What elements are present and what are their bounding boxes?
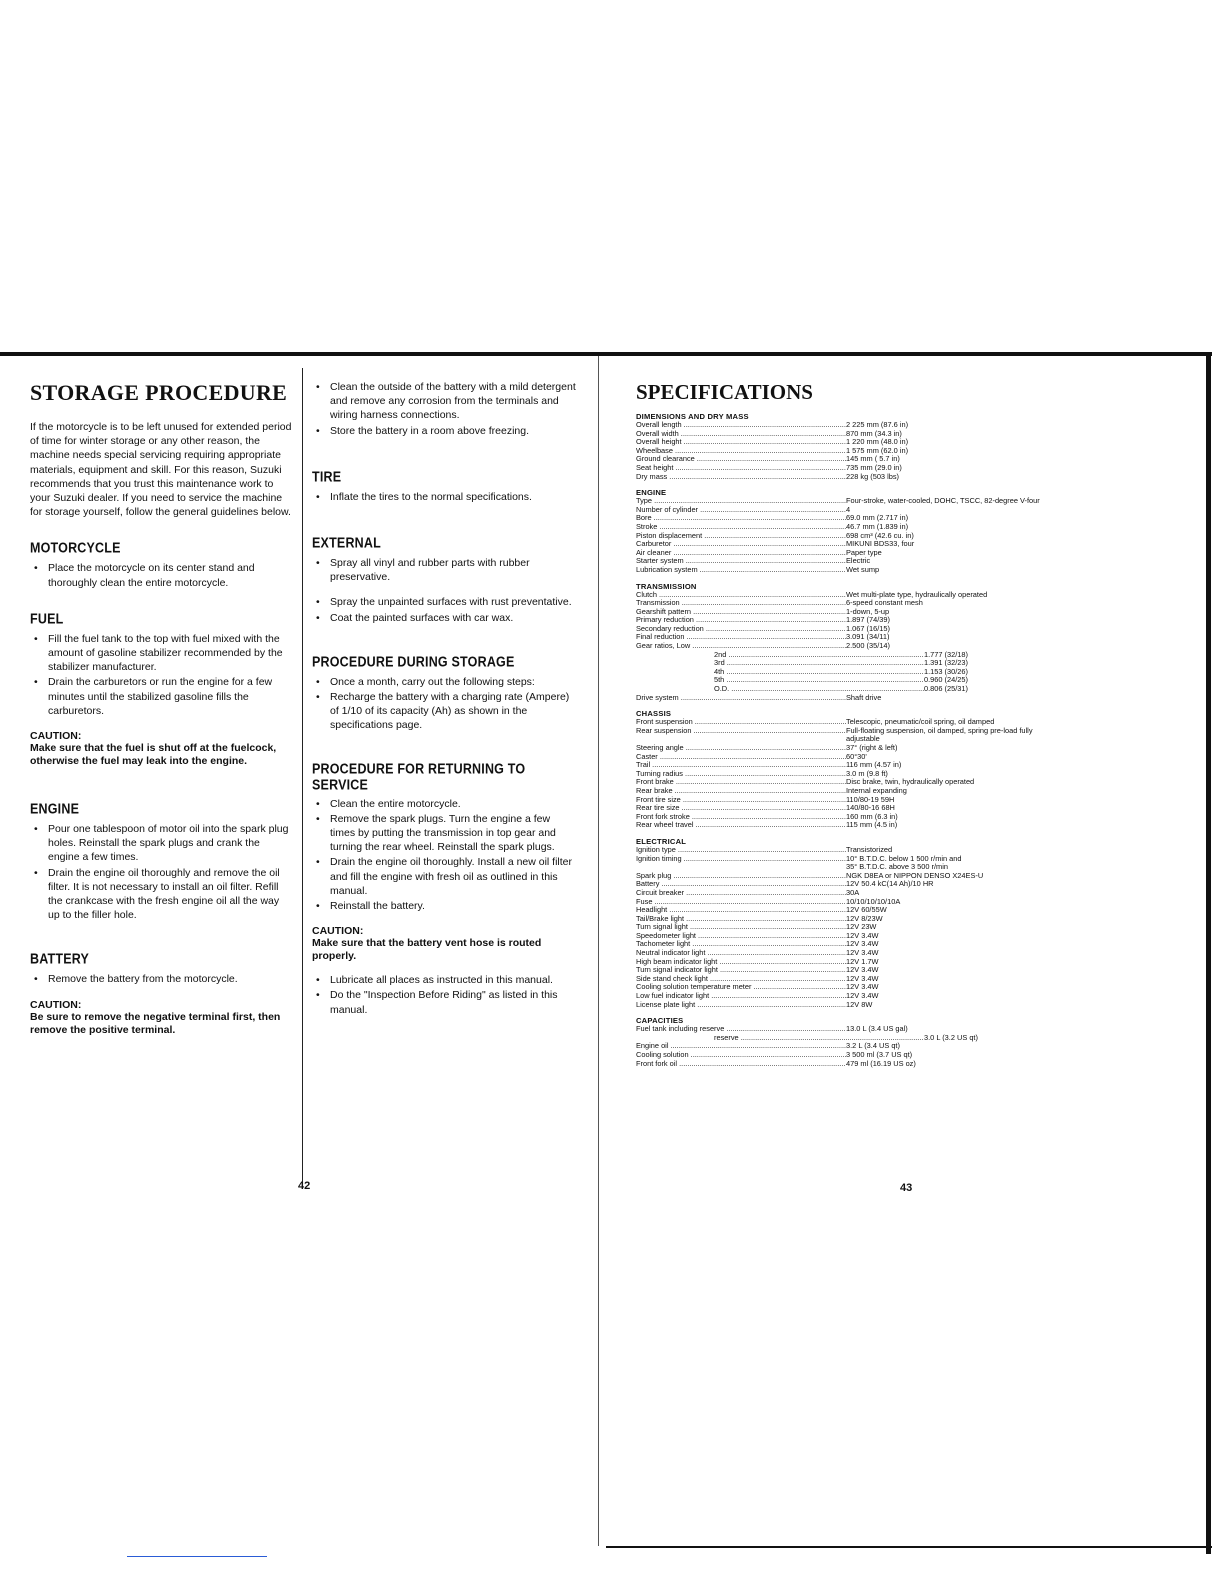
spec-row (636, 625, 1192, 634)
spec-label: Transmission ..... (636, 599, 846, 608)
spec-label: Drive system ..... (636, 694, 846, 703)
heading-during-storage: PROCEDURE DURING STORAGE (312, 653, 515, 670)
spec-label: Turn signal light ..... (636, 923, 846, 932)
spec-row (636, 718, 1192, 727)
spec-value: MIKUNI BDS33, four (846, 540, 915, 549)
list-external-b (312, 595, 576, 624)
spec-value: Full-floating suspension, oil damped, spring pre-load fully (846, 726, 1033, 735)
spec-value: 13.0 L (3.4 US gal) (846, 1025, 908, 1034)
spec-row (636, 430, 1192, 439)
spec-label: Neutral indicator light ..... (636, 949, 846, 958)
spec-row (636, 863, 1192, 872)
spec-label: 3rd ..... (636, 659, 924, 668)
list-item: • Drain the carburetors or run the engine for a few minutes until the stabilized gasoline fills the carburetors. (30, 675, 292, 718)
spec-row (636, 778, 1192, 787)
spec-row (636, 514, 1192, 523)
spec-row (636, 1025, 1192, 1034)
spec-row (636, 464, 1192, 473)
spec-label: Spark plug ..... (636, 872, 846, 881)
list-returning (312, 797, 576, 914)
spec-value: 10/10/10/10/10A (846, 897, 901, 906)
spec-label: License plate light ..... (636, 1001, 846, 1010)
spec-row (636, 608, 1192, 617)
spec-row (636, 753, 1192, 762)
spec-label: O.D. ..... (636, 685, 924, 694)
spec-value: Wet sump (846, 565, 880, 574)
spec-label: Ground clearance ..... (636, 455, 846, 464)
spec-value: 698 cm³ (42.6 cu. in) (846, 531, 914, 540)
list-item: • Remove the battery from the motorcycle. (30, 972, 292, 986)
spec-row (636, 855, 1192, 864)
spec-value: 30A (846, 888, 860, 897)
spec-label: Carburetor ..... (636, 540, 846, 549)
spec-label: Front suspension ..... (636, 718, 846, 727)
caution-title: CAUTION: (30, 730, 82, 743)
caution-title: CAUTION: (312, 925, 364, 938)
spec-value: 1.897 (74/39) (846, 616, 890, 625)
spec-label: Secondary reduction ..... (636, 625, 846, 634)
spec-value: 2.500 (35/14) (846, 642, 890, 651)
spec-label: Speedometer light ..... (636, 932, 846, 941)
spec-label: Low fuel indicator light ..... (636, 992, 846, 1001)
spec-row (636, 455, 1192, 464)
page-title: STORAGE PROCEDURE (30, 380, 288, 405)
spec-value: 1 220 mm (48.0 in) (846, 438, 909, 447)
spec-section-heading: DIMENSIONS AND DRY MASS (636, 412, 749, 421)
spec-value: 1 575 mm (62.0 in) (846, 446, 909, 455)
spec-row (636, 447, 1192, 456)
spec-label: Number of cylinder ..... (636, 506, 846, 515)
spec-label: Dry mass ..... (636, 473, 846, 482)
caution-text: Make sure that the battery vent hose is routed properly. (312, 937, 542, 963)
spec-label: Turn signal indicator light ..... (636, 966, 846, 975)
spec-row (636, 540, 1192, 549)
spec-label: Primary reduction ..... (636, 616, 846, 625)
spec-row (636, 599, 1192, 608)
spec-row (636, 958, 1192, 967)
spec-section-heading: ENGINE (636, 488, 667, 498)
list-item: • Fill the fuel tank to the top with fuel mixed with the amount of gasoline stabilizer recommended by the stabilizer manufacturer. (30, 632, 292, 675)
underline-mark (127, 1556, 267, 1557)
spec-label: Gear ratios, Low ..... (636, 642, 846, 651)
spec-row (636, 1001, 1192, 1010)
list-returning-after (312, 973, 576, 1017)
list-fuel (30, 632, 292, 718)
spec-label: Front fork stroke ..... (636, 813, 846, 822)
spec-value: 1.777 (32/18) (924, 650, 968, 659)
spec-value: NGK D8EA or NIPPON DENSO X24ES-U (846, 871, 984, 880)
list-item: • Reinstall the battery. (312, 899, 576, 913)
spec-row (636, 651, 1192, 660)
spec-row (636, 923, 1192, 932)
spec-value: 12V 3.4W (846, 992, 879, 1001)
spec-value: 140/80-16 68H (846, 804, 895, 813)
spec-value: 2 225 mm (87.6 in) (846, 421, 909, 429)
list-item: • Store the battery in a room above freezing. (312, 424, 576, 438)
spec-label: Headlight ..... (636, 906, 846, 915)
spec-row (636, 668, 1192, 677)
list-battery-cont (312, 380, 576, 438)
heading-motorcycle: MOTORCYCLE (30, 540, 121, 557)
spacer (312, 963, 576, 973)
specifications-sections (636, 412, 1192, 1068)
spec-row (636, 591, 1192, 600)
spec-label: Cooling solution temperature meter ..... (636, 983, 846, 992)
spec-row (636, 744, 1192, 753)
list-item: • Clean the outside of the battery with a mild detergent and remove any corrosion from the terminals and wiring harness connections. (312, 380, 576, 423)
spec-label: Cooling solution ..... (636, 1051, 846, 1060)
spec-label: Fuel tank including reserve ..... (636, 1025, 846, 1034)
spec-label: Stroke ..... (636, 523, 846, 532)
specifications-title: SPECIFICATIONS (636, 380, 813, 404)
list-item: • Recharge the battery with a charging rate (Ampere) of 1/10 of its capacity (Ah) as shown in the specifications page. (312, 690, 576, 733)
spec-value: 12V 8W (846, 1000, 873, 1009)
specifications-column (636, 380, 1192, 1068)
spec-value: 12V 60/55W (846, 906, 887, 915)
list-item: • Lubricate all places as instructed in this manual. (312, 973, 576, 987)
spec-value: 12V 3.4W (846, 983, 879, 992)
list-external-a (312, 556, 576, 584)
spec-row (636, 906, 1192, 915)
spec-row (636, 796, 1192, 805)
spec-section-heading: CAPACITIES (636, 1016, 684, 1026)
spec-label: Piston displacement ..... (636, 532, 846, 541)
spec-row (636, 497, 1192, 506)
spec-label: Battery ..... (636, 880, 846, 889)
spec-row (636, 787, 1192, 796)
spec-value: 116 mm (4.57 in) (846, 761, 902, 770)
spec-value: adjustable (846, 735, 880, 744)
caution-title: CAUTION: (30, 998, 82, 1011)
spec-label: Rear suspension ..... (636, 727, 846, 736)
list-motorcycle (30, 561, 292, 589)
list-tire (312, 490, 576, 504)
spec-row (636, 940, 1192, 949)
column-separator (302, 368, 303, 1186)
spec-section-heading: CHASSIS (636, 709, 672, 719)
spec-label: Final reduction ..... (636, 633, 846, 642)
list-item: • Inflate the tires to the normal specifications. (312, 490, 576, 504)
spec-label: Side stand check light ..... (636, 975, 846, 984)
spec-value: 12V 23W (846, 923, 877, 932)
spec-label: Tachometer light ..... (636, 940, 846, 949)
heading-engine: ENGINE (30, 800, 80, 818)
spec-row (636, 727, 1192, 736)
spec-label: Gearshift pattern ..... (636, 608, 846, 617)
spec-label: High beam indicator light ..... (636, 958, 846, 967)
spec-row (636, 898, 1192, 907)
spec-row (636, 549, 1192, 558)
spec-row (636, 889, 1192, 898)
spec-value: 3 500 ml (3.7 US qt) (846, 1051, 913, 1059)
spec-value: 12V 3.4W (846, 966, 879, 975)
spec-value: 12V 1.7W (846, 957, 879, 966)
spec-row (636, 949, 1192, 958)
spec-row (636, 532, 1192, 541)
spec-row (636, 975, 1192, 984)
spec-value: 3.2 L (3.4 US qt) (846, 1042, 900, 1051)
left-column (30, 380, 292, 1037)
spec-value: 12V 8/23W (846, 914, 883, 923)
spec-row (636, 1042, 1192, 1051)
spec-value: 870 mm (34.3 in) (846, 429, 902, 438)
spec-row (636, 659, 1192, 668)
spec-row (636, 616, 1192, 625)
spec-value: 60°30' (846, 752, 867, 761)
list-item: • Clean the entire motorcycle. (312, 797, 576, 811)
spec-row (636, 872, 1192, 881)
spec-row (636, 557, 1192, 566)
list-item: • Remove the spark plugs. Turn the engine a few times by putting the transmission in top gear and turning the rear wheel. Reinstall the spark plugs. (312, 812, 576, 855)
list-engine (30, 822, 292, 922)
spec-value: 37° (right & left) (846, 744, 898, 752)
heading-returning: PROCEDURE FOR RETURNING TO SERVICE (312, 760, 526, 793)
spec-row (636, 694, 1192, 703)
spec-label: Seat height ..... (636, 464, 846, 473)
spec-value: 0.960 (24/25) (924, 676, 968, 685)
spec-value: Electric (846, 557, 871, 566)
spec-label: Circuit breaker ..... (636, 889, 846, 898)
heading-external: EXTERNAL (312, 534, 381, 552)
spec-row (636, 685, 1192, 694)
spec-value: Paper type (846, 548, 882, 557)
spec-value: 735 mm (29.0 in) (846, 463, 902, 472)
spec-value: 0.806 (25/31) (924, 685, 968, 694)
spec-row (636, 966, 1192, 975)
spec-section-heading: ELECTRICAL (636, 836, 687, 846)
top-rule-left (0, 352, 600, 356)
spec-value: Shaft drive (846, 693, 882, 702)
spec-label: 2nd ..... (636, 651, 924, 660)
spec-label: Tail/Brake light ..... (636, 915, 846, 924)
spec-value: 1.067 (16/15) (846, 624, 890, 633)
spec-value: 12V 3.4W (846, 949, 879, 958)
spec-label: Turning radius ..... (636, 770, 846, 779)
list-item: • Place the motorcycle on its center stand and thoroughly clean the entire motorcycle. (30, 561, 292, 589)
list-item: • Spray all vinyl and rubber parts with rubber preservative. (312, 556, 576, 584)
spec-label (636, 735, 846, 744)
spec-label: Overall height ..... (636, 438, 846, 447)
spec-label: Overall length ..... (636, 421, 846, 430)
spec-value: Four-stroke, water-cooled, DOHC, TSCC, 82-degree V-four (846, 497, 1040, 506)
middle-column (312, 380, 576, 1018)
spec-row (636, 880, 1192, 889)
spec-row (636, 1051, 1192, 1060)
spec-value: 35° B.T.D.C. above 3 500 r/min (846, 863, 948, 872)
spec-row (636, 438, 1192, 447)
top-rule-right (600, 352, 1212, 356)
spec-value: Wet multi-plate type, hydraulically operated (846, 590, 988, 599)
list-item: • Coat the painted surfaces with car wax. (312, 611, 576, 625)
list-item: • Once a month, carry out the following steps: (312, 675, 576, 689)
page-gutter (598, 356, 599, 1546)
spec-value: 46.7 mm (1.839 in) (846, 522, 909, 531)
list-item: • Spray the unpainted surfaces with rust preventative. (312, 595, 576, 609)
heading-fuel: FUEL (30, 610, 64, 627)
caution-text: Be sure to remove the negative terminal first, then remove the positive terminal. (30, 1010, 281, 1036)
spec-value: 1.153 (30/26) (924, 667, 968, 676)
spec-label: Ignition type ..... (636, 846, 846, 855)
spec-label: Overall width ..... (636, 430, 846, 439)
spacer (312, 585, 576, 595)
spec-value: 110/80-19 59H (846, 795, 895, 804)
spec-value: 145 mm ( 5.7 in) (846, 455, 900, 464)
spec-value: 115 mm (4.5 in) (846, 821, 898, 830)
spec-value: 479 ml (16.19 US oz) (846, 1059, 916, 1068)
spec-value: 12V 3.4W (846, 940, 879, 949)
spec-label (636, 863, 846, 872)
list-during-storage (312, 675, 576, 733)
spec-section-heading: TRANSMISSION (636, 581, 697, 591)
spec-label: Caster ..... (636, 753, 846, 762)
spec-value: 12V 50.4 kC(14 Ah)/10 HR (846, 880, 934, 889)
spec-label: 4th ..... (636, 668, 924, 677)
spec-row (636, 421, 1192, 430)
spec-value: 3.0 m (9.8 ft) (846, 769, 888, 778)
spec-label: Bore ..... (636, 514, 846, 523)
spec-value: 228 kg (503 lbs) (846, 472, 899, 481)
spec-label: Type ..... (636, 497, 846, 506)
spec-row (636, 523, 1192, 532)
spec-label: Rear brake ..... (636, 787, 846, 796)
intro-paragraph: If the motorcycle is to be left unused for extended period of time for winter storage or any other reason, the machine needs special servicing requiring appropriate materials, equipment and skill. For this reason, Suzuki recommends that you trust this maintenance work to your Suzuki dealer. If you need to service the machine for storage yourself, follow the general guidelines below. (30, 421, 292, 519)
spec-label: Rear wheel travel ..... (636, 821, 846, 830)
spec-row (636, 676, 1192, 685)
spec-row (636, 804, 1192, 813)
spec-label: Starter system ..... (636, 557, 846, 566)
spec-value: Telescopic, pneumatic/coil spring, oil damped (846, 718, 995, 727)
spec-label: Trail ..... (636, 761, 846, 770)
list-item: • Pour one tablespoon of motor oil into the spark plug holes. Reinstall the spark plugs and crank the engine a few times. (30, 822, 292, 865)
bottom-rule (606, 1546, 1212, 1548)
spec-label: Ignition timing ..... (636, 855, 846, 864)
spec-row (636, 642, 1192, 651)
spec-label: Wheelbase ..... (636, 447, 846, 456)
right-border (1206, 352, 1211, 1554)
spec-value: 10° B.T.D.C. below 1 500 r/min and (846, 854, 962, 863)
heading-tire: TIRE (312, 468, 342, 485)
spec-row (636, 633, 1192, 642)
list-item: • Do the "Inspection Before Riding" as listed in this manual. (312, 988, 576, 1016)
page-number-left: 42 (298, 1180, 311, 1192)
spec-value: 3.0 L (3.2 US qt) (924, 1033, 978, 1042)
spec-row (636, 992, 1192, 1001)
spec-value: Internal expanding (846, 786, 907, 795)
list-battery (30, 972, 292, 986)
spec-value: Transistorized (846, 845, 893, 854)
spec-label: Front brake ..... (636, 778, 846, 787)
spec-row (636, 983, 1192, 992)
spec-label: Rear tire size ..... (636, 804, 846, 813)
spec-value: 12V 3.4W (846, 931, 879, 940)
spec-label: Lubrication system ..... (636, 566, 846, 575)
caution-text: Make sure that the fuel is shut off at the fuelcock, otherwise the fuel may leak into the engine. (30, 742, 277, 768)
spec-row (636, 506, 1192, 515)
spec-value: 3.091 (34/11) (846, 633, 890, 642)
spec-value: Disc brake, twin, hydraulically operated (846, 778, 975, 787)
spec-label: Clutch ..... (636, 591, 846, 600)
spec-row (636, 932, 1192, 941)
spec-value: 160 mm (6.3 in) (846, 812, 898, 821)
list-item: • Drain the engine oil thoroughly and remove the oil filter. It is not necessary to install an oil filter. Refill the crankcase with the fresh engine oil all the way up to the filler hole. (30, 866, 292, 923)
spec-value: 69.0 mm (2.717 in) (846, 514, 909, 523)
spec-row (636, 566, 1192, 575)
spec-label: Front tire size ..... (636, 796, 846, 805)
spec-label: reserve ..... (636, 1034, 924, 1043)
spec-value: 1-down, 5-up (846, 607, 890, 616)
spec-row (636, 813, 1192, 822)
spec-row (636, 735, 1192, 744)
spec-value: 1.391 (32/23) (924, 659, 968, 668)
spec-row (636, 821, 1192, 830)
page-number-right: 43 (900, 1182, 913, 1194)
spec-label: Engine oil ..... (636, 1042, 846, 1051)
spec-value: 6-speed constant mesh (846, 599, 923, 608)
spec-row (636, 846, 1192, 855)
spec-row (636, 915, 1192, 924)
list-item: • Drain the engine oil thoroughly. Install a new oil filter and fill the engine with fresh oil as outlined in this manual. (312, 855, 576, 898)
spec-label: Steering angle ..... (636, 744, 846, 753)
spec-row (636, 473, 1192, 482)
spec-label: 5th ..... (636, 676, 924, 685)
spec-row (636, 1034, 1192, 1043)
spec-row (636, 1060, 1192, 1069)
spec-label: Front fork oil ..... (636, 1060, 846, 1069)
spec-label: Air cleaner ..... (636, 549, 846, 558)
spec-row (636, 770, 1192, 779)
spec-value: 4 (846, 505, 851, 514)
spec-row (636, 761, 1192, 770)
spec-value: 12V 3.4W (846, 974, 879, 983)
spec-label: Fuse ..... (636, 898, 846, 907)
heading-battery: BATTERY (30, 951, 90, 968)
